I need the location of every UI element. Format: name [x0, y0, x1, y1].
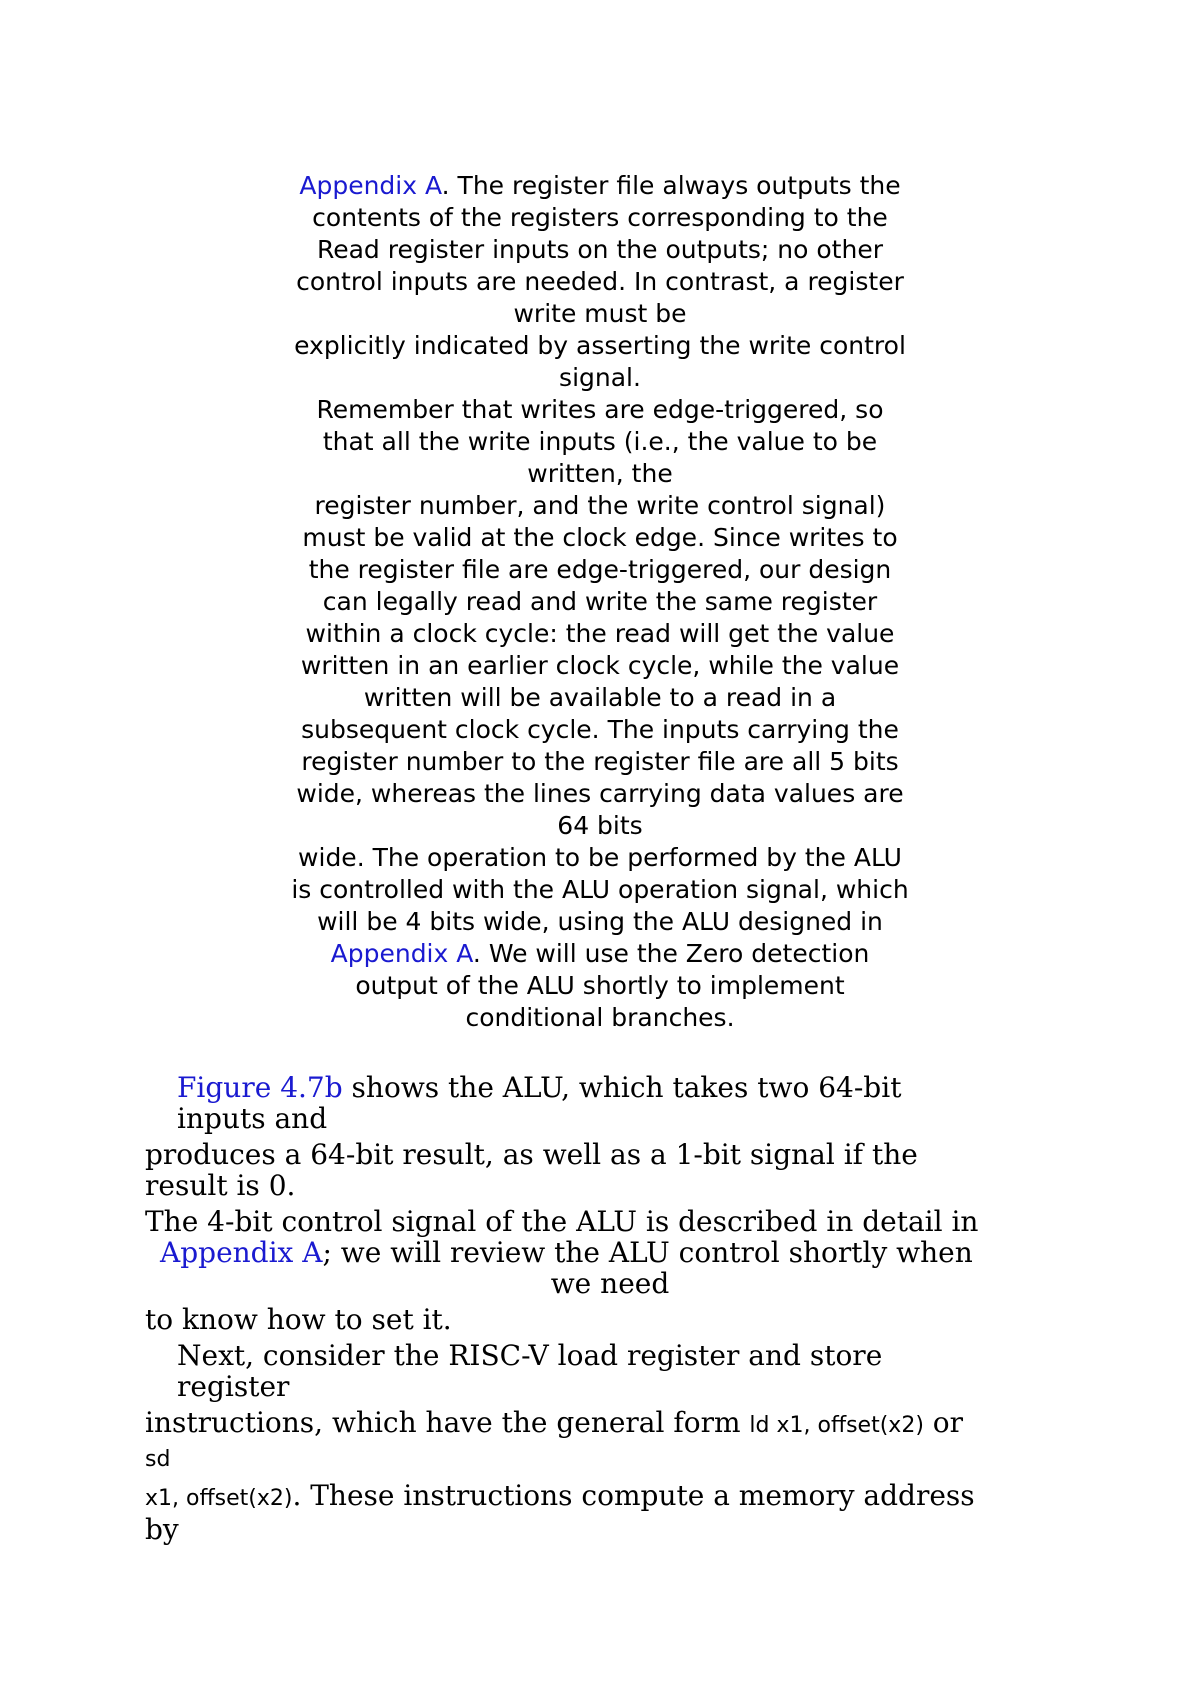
paragraph-instructions: instructions, which have the general form ld x1, offset(x2) or — [145, 1406, 964, 1439]
caption-line: is controlled with the ALU operation signal, which — [291, 875, 909, 904]
body-text — [145, 1072, 1075, 1545]
caption-line: write must be — [513, 299, 687, 328]
paragraph-appendix-ref: Appendix A; we will review the ALU control shortly when — [160, 1236, 973, 1269]
caption-line: Appendix A. The register file always outputs the — [299, 171, 901, 200]
code-sd: sd — [145, 1447, 171, 1472]
paragraph-line: to know how to set it. — [145, 1303, 452, 1336]
caption-line: Appendix A. We will use the Zero detection — [330, 939, 870, 968]
paragraph-line: register — [177, 1370, 290, 1403]
caption-line: written in an earlier clock cycle, while the value — [300, 651, 900, 680]
appendix-a-link[interactable]: Appendix A — [160, 1236, 323, 1269]
code-ld: ld x1, offset(x2) — [749, 1413, 924, 1438]
caption-line: written will be available to a read in a — [363, 683, 837, 712]
caption-line: conditional branches. — [465, 1003, 735, 1032]
appendix-a-link[interactable]: Appendix A — [330, 939, 473, 968]
paragraph-line: result is 0. — [145, 1169, 296, 1202]
caption-line: can legally read and write the same register — [322, 587, 878, 616]
caption-line: wide. The operation to be performed by the ALU — [298, 843, 902, 872]
figure-caption — [255, 170, 945, 1034]
caption-line: 64 bits — [557, 811, 643, 840]
paragraph-line: inputs and — [177, 1102, 328, 1135]
paragraph-line: we need — [550, 1267, 670, 1300]
caption-line: control inputs are needed. In contrast, a register — [296, 267, 904, 296]
caption-line: signal. — [559, 363, 641, 392]
appendix-a-link[interactable]: Appendix A — [299, 171, 442, 200]
caption-line: will be 4 bits wide, using the ALU designed in — [317, 907, 883, 936]
code-offset: x1, offset(x2) — [145, 1486, 293, 1511]
caption-line: subsequent clock cycle. The inputs carrying the — [301, 715, 899, 744]
caption-line: contents of the registers corresponding to the — [312, 203, 888, 232]
caption-line: register number, and the write control signal) — [314, 491, 886, 520]
paragraph-line — [145, 1441, 1075, 1475]
caption-line: explicitly indicated by asserting the write control — [294, 331, 906, 360]
caption-line: the register file are edge-triggered, our design — [308, 555, 892, 584]
paragraph-line: produces a 64-bit result, as well as a 1-bit signal if the — [145, 1138, 918, 1171]
caption-line: within a clock cycle: the read will get the value — [305, 619, 895, 648]
paragraph-line: x1, offset(x2). These instructions compute a memory address — [145, 1479, 975, 1512]
caption-line: Remember that writes are edge-triggered, so — [316, 395, 884, 424]
caption-line: output of the ALU shortly to implement — [355, 971, 845, 1000]
caption-line: must be valid at the clock edge. Since writes to — [302, 523, 898, 552]
caption-line: wide, whereas the lines carrying data values are — [296, 779, 904, 808]
paragraph-line: The 4-bit control signal of the ALU is described in detail in — [145, 1205, 979, 1238]
paragraph-figure-ref: Figure 4.7b shows the ALU, which takes two 64-bit — [177, 1071, 902, 1104]
figure-4-7b-link[interactable]: Figure 4.7b — [177, 1071, 343, 1104]
caption-line: that all the write inputs (i.e., the value to be — [322, 427, 878, 456]
caption-line: Read register inputs on the outputs; no other — [316, 235, 883, 264]
paragraph-line: by — [145, 1513, 179, 1546]
paragraph-line: Next, consider the RISC-V load register and store — [177, 1339, 883, 1372]
caption-line: register number to the register file are all 5 bits — [301, 747, 899, 776]
caption-line: written, the — [527, 459, 673, 488]
